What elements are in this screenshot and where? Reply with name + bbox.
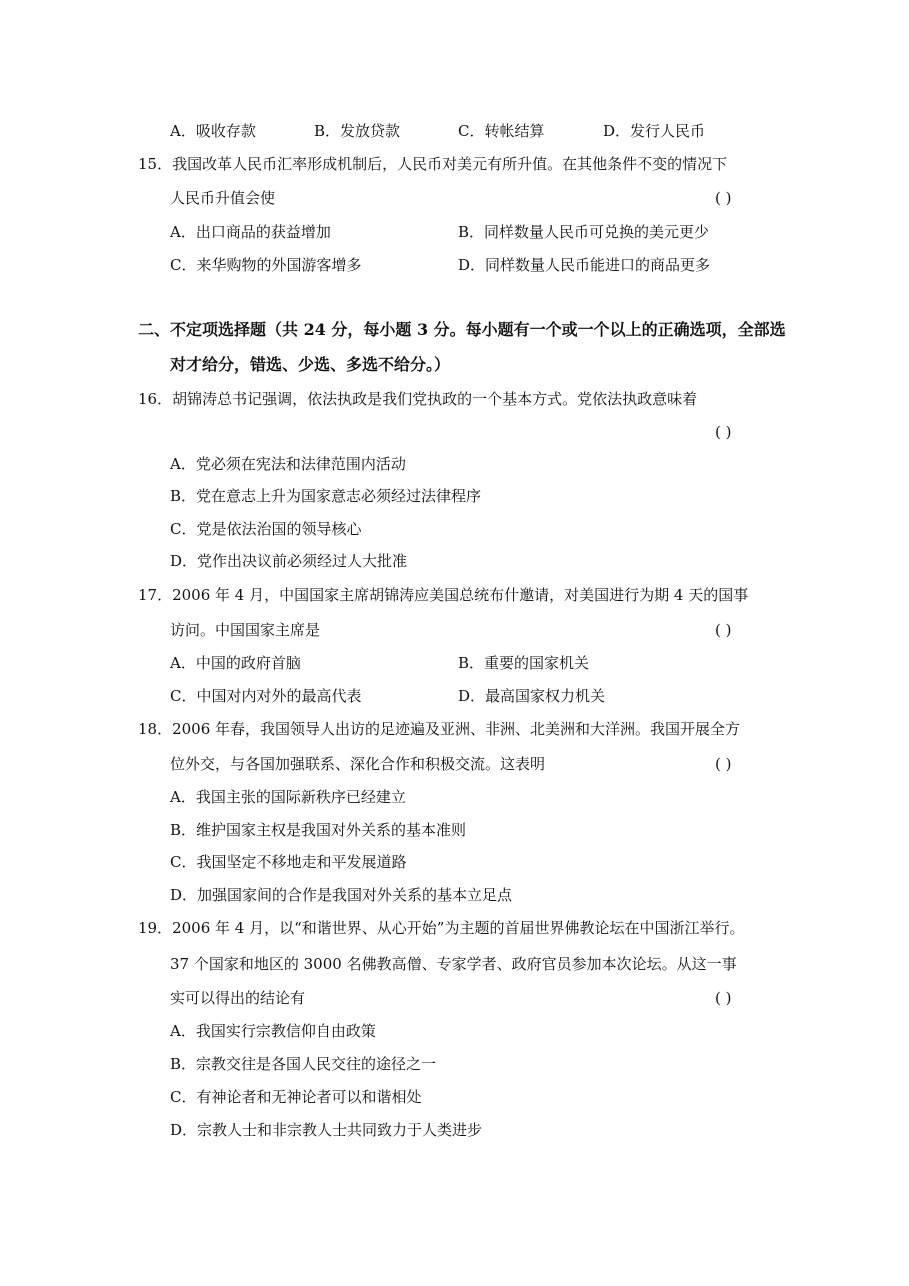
q14-option-a: A．吸收存款 [170,122,256,140]
q15-option-a: A．出口商品的获益增加 [170,223,331,241]
q15-stem-line1: 15．我国改革人民币汇率形成机制后，人民币对美元有所升值。在其他条件不变的情况下 [138,155,728,173]
q14-option-c: C．转帐结算 [458,122,545,140]
q19-option-a: A．我国实行宗教信仰自由政策 [170,1022,376,1040]
q18-option-b: B．维护国家主权是我国对外关系的基本准则 [170,821,467,839]
q16-option-c: C．党是依法治国的领导核心 [170,520,362,538]
q19-stem-line2: 37 个国家和地区的 3000 名佛教高僧、专家学者、政府官员参加本次论坛。从这一事 [170,955,737,973]
q15-option-b: B．同样数量人民币可兑换的美元更少 [458,223,710,241]
q18-option-d: D．加强国家间的合作是我国对外关系的基本立足点 [170,886,513,904]
q19-answer-blank: ( ) [715,989,732,1007]
q16-option-d: D．党作出决议前必须经过人大批准 [170,552,408,570]
q17-option-b: B．重要的国家机关 [458,654,590,672]
q18-option-c: C．我国坚定不移地走和平发展道路 [170,853,407,871]
q15-answer-blank: ( ) [715,189,732,207]
q17-stem-line1: 17．2006 年 4 月，中国国家主席胡锦涛应美国总统布什邀请，对美国进行为期 4 天的国事 [138,586,749,604]
q14-option-d: D．发行人民币 [603,122,706,140]
q14-option-b: B．发放贷款 [314,122,401,140]
q16-answer-blank: ( ) [715,423,732,441]
q19-stem-line1: 19．2006 年 4 月，以“和谐世界、从心开始”为主题的首届世界佛教论坛在中国浙江举行。 [138,919,745,937]
q16-option-a: A．党必须在宪法和法律范围内活动 [170,455,406,473]
q17-option-d: D．最高国家权力机关 [458,687,606,705]
q17-answer-blank: ( ) [715,621,732,639]
q18-answer-blank: ( ) [715,755,732,773]
q17-stem-line2: 访问。中国国家主席是 [170,621,321,639]
q15-option-c: C．来华购物的外国游客增多 [170,256,362,274]
q17-option-a: A．中国的政府首脑 [170,654,301,672]
section-heading-line2: 对才给分，错选、少选、多选不给分。） [170,355,451,374]
q18-stem-line2: 位外交，与各国加强联系、深化合作和积极交流。这表明 [170,755,546,773]
section-heading-line1: 二、不定项选择题（共 24 分，每小题 3 分。每小题有一个或一个以上的正确选项，全部选 [138,320,786,339]
q19-option-d: D．宗教人士和非宗教人士共同致力于人类进步 [170,1121,483,1139]
q17-option-c: C．中国对内对外的最高代表 [170,687,362,705]
q19-option-b: B．宗教交往是各国人民交往的途径之一 [170,1055,437,1073]
q16-option-b: B．党在意志上升为国家意志必须经过法律程序 [170,487,482,505]
q19-option-c: C．有神论者和无神论者可以和谐相处 [170,1088,422,1106]
q15-stem-line2: 人民币升值会使 [170,189,276,207]
q18-stem-line1: 18．2006 年春，我国领导人出访的足迹遍及亚洲、非洲、北美洲和大洋洲。我国开展全方 [138,720,741,738]
q18-option-a: A．我国主张的国际新秩序已经建立 [170,788,406,806]
q19-stem-line3: 实可以得出的结论有 [170,989,306,1007]
q15-option-d: D．同样数量人民币能进口的商品更多 [458,256,711,274]
q16-stem-line1: 16．胡锦涛总书记强调，依法执政是我们党执政的一个基本方式。党依法执政意味着 [138,390,698,408]
